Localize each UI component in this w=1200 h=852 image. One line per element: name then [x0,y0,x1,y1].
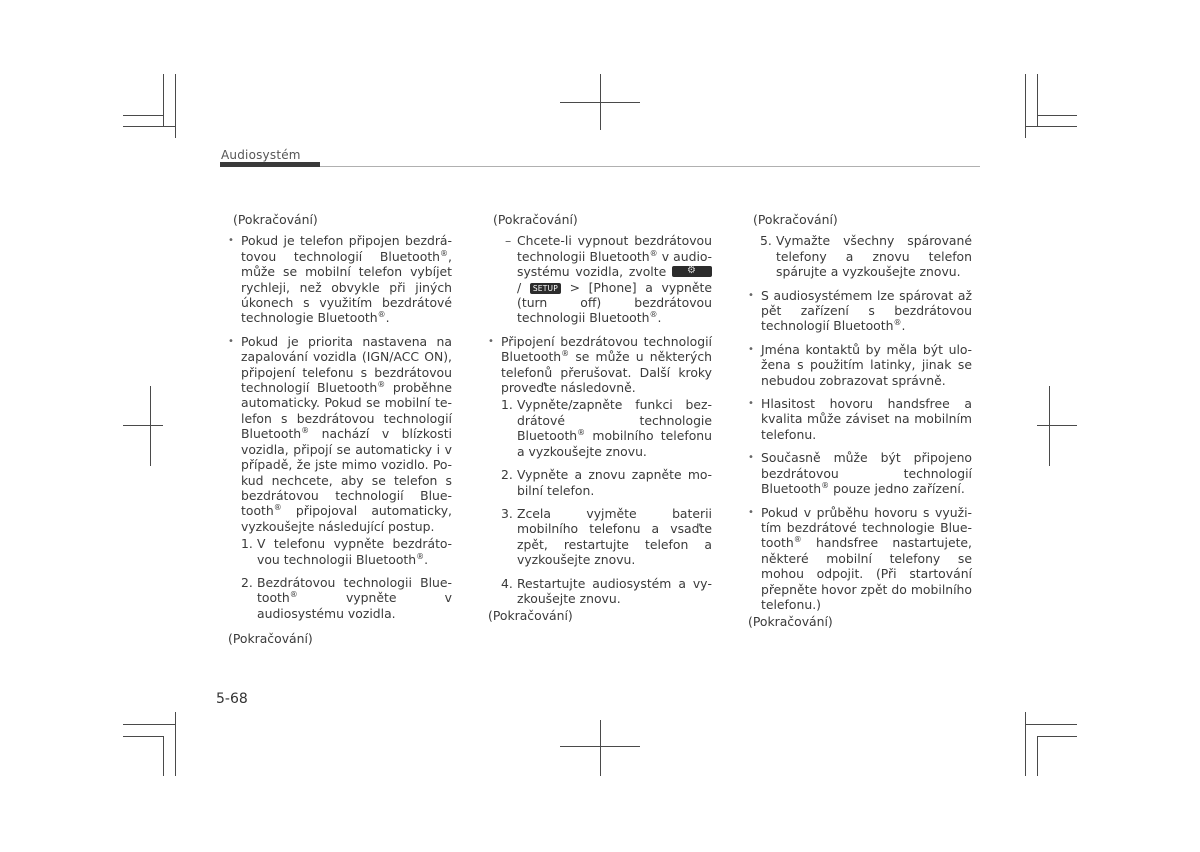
numbered-list [501,397,712,606]
list-item: • Pokud v průběhu hovoru s využitím bezdrátové technologie Bluetooth® handsfree nastartujete, některé mobilní telefony se mohou odpojit. (Při startování přepněte hovor zpět do mobilního telefonu.) [748,505,972,613]
page-number: 5-68 [216,691,248,707]
list-item: • Pokud je priorita nastavena na zapalování vozidla (IGN/ACC ON), připojení telefonu s bezdrátovou technologií Bluetooth® proběhne automaticky. Pokud se mobilní telefon s bezdrátovou technologií Bluetooth® nachází v blízkosti vozidla, připojí se automaticky i v případě, že jste mimo vozidlo. Pokud nechcete, aby se telefon s bezdrátovou technologií Bluetooth® připojoval automaticky, vyzkoušejte následující postup. 1. V telefonu vypněte bezdrátovou technologii Bluetooth®. 2. Bezdrátovou technologii Bluetooth® vypněte v audiosystému vozidla. [228,334,452,621]
continued-label: (Pokračování) [748,614,833,630]
bullet-list [748,288,972,613]
crop-mark [123,425,163,426]
list-item: • Jména kontaktů by měla být uložena s použitím latinky, jinak se nebudou zobrazovat správně. [748,342,972,388]
list-item: 5. Vymažte všechny spárované telefony a znovu telefon spárujte a vyzkoušejte znovu. [760,233,972,280]
section-title: Audiosystém [221,148,301,162]
crop-mark [163,74,164,126]
crop-mark [1025,74,1026,138]
column-1 [228,212,452,653]
column-3 [748,212,972,636]
continued-label: (Pokračování) [228,631,313,647]
crop-mark [123,115,163,116]
crop-mark [175,712,176,776]
continued-label: (Pokračování) [233,212,318,227]
list-item: • Připojení bezdrátovou technologií Bluetooth® se může u některých telefonů přerušovat. Další kroky proveďte následovně. 1. Vypněte/zapněte funkci bezdrátové technologie Bluetooth® mobilního telefonu a vyzkoušejte znovu. 2. Vypněte a znovu zapněte mobilní telefon. 3. Zcela vyjměte baterii mobilního telefonu a vsaďte zpět, restartujte telefon a vyzkoušejte znovu. 4. Restartujte audiosystém a vyzkoušejte znovu. [488,334,712,607]
column-2 [488,212,712,630]
list-item: 1. Vypněte/zapněte funkci bezdrátové technologie Bluetooth® mobilního telefonu a vyzkoušejte znovu. [501,397,712,459]
list-item: 4. Restartujte audiosystém a vyzkoušejte znovu. [501,575,712,606]
crop-mark [600,74,601,130]
numbered-list [241,536,452,621]
list-item: 3. Zcela vyjměte baterii mobilního telefonu a vsaďte zpět, restartujte telefon a vyzkoušejte znovu. [501,505,712,568]
dash-list [488,233,712,325]
bullet-list [488,334,712,607]
header-bar [220,162,320,167]
crop-mark [163,736,164,776]
crop-mark [1049,386,1050,466]
numbered-list [748,233,972,279]
crop-mark [1025,126,1077,127]
list-item: • Současně může být připojeno bezdrátovou technologií Bluetooth® pouze jedno zařízení. [748,450,972,496]
continued-label: (Pokračování) [488,608,573,624]
settings-button-icon [672,266,712,277]
page-header [220,146,980,170]
crop-mark [1037,74,1038,126]
crop-mark [1037,115,1077,116]
crop-mark [1037,425,1077,426]
list-item: • Hlasitost hovoru handsfree a kvalita může záviset na mobilním telefonu. [748,396,972,442]
crop-mark [123,724,175,725]
crop-mark [123,126,175,127]
crop-mark [1037,736,1077,737]
crop-mark [600,720,601,776]
header-rule [320,166,980,167]
crop-mark [150,386,151,466]
continued-label: (Pokračování) [493,212,578,227]
crop-mark [1025,724,1077,725]
list-item: 1. V telefonu vypněte bezdrátovou technologii Bluetooth®. [241,536,452,567]
list-item: 2. Vypněte a znovu zapněte mobilní telefon. [501,467,712,498]
crop-mark [123,736,163,737]
gear-icon: ⚙ [686,265,696,277]
list-item: • Pokud je telefon připojen bezdrátovou technologií Bluetooth®, může se mobilní telefon vybíjet rychleji, než obvykle při jiných úkonech s využitím bezdrátové technologie Bluetooth®. [228,233,452,325]
list-item: • S audiosystémem lze spárovat až pět zařízení s bezdrátovou technologií Bluetooth®. [748,288,972,334]
crop-mark [1037,736,1038,776]
continued-label: (Pokračování) [753,212,838,227]
bullet-list [228,233,452,621]
list-item: – Chcete-li vypnout bezdrátovou technologii Bluetooth® v audiosystému vozidla, zvolte ⚙ / SETUP > [Phone] a vypněte (turn off) bezdrátovou technologii Bluetooth®. [505,233,712,325]
list-item: 2. Bezdrátovou technologii Bluetooth® vypněte v audiosystému vozidla. [241,574,452,621]
setup-button-icon: SETUP [530,283,561,294]
crop-mark [175,74,176,138]
crop-mark [1025,712,1026,776]
